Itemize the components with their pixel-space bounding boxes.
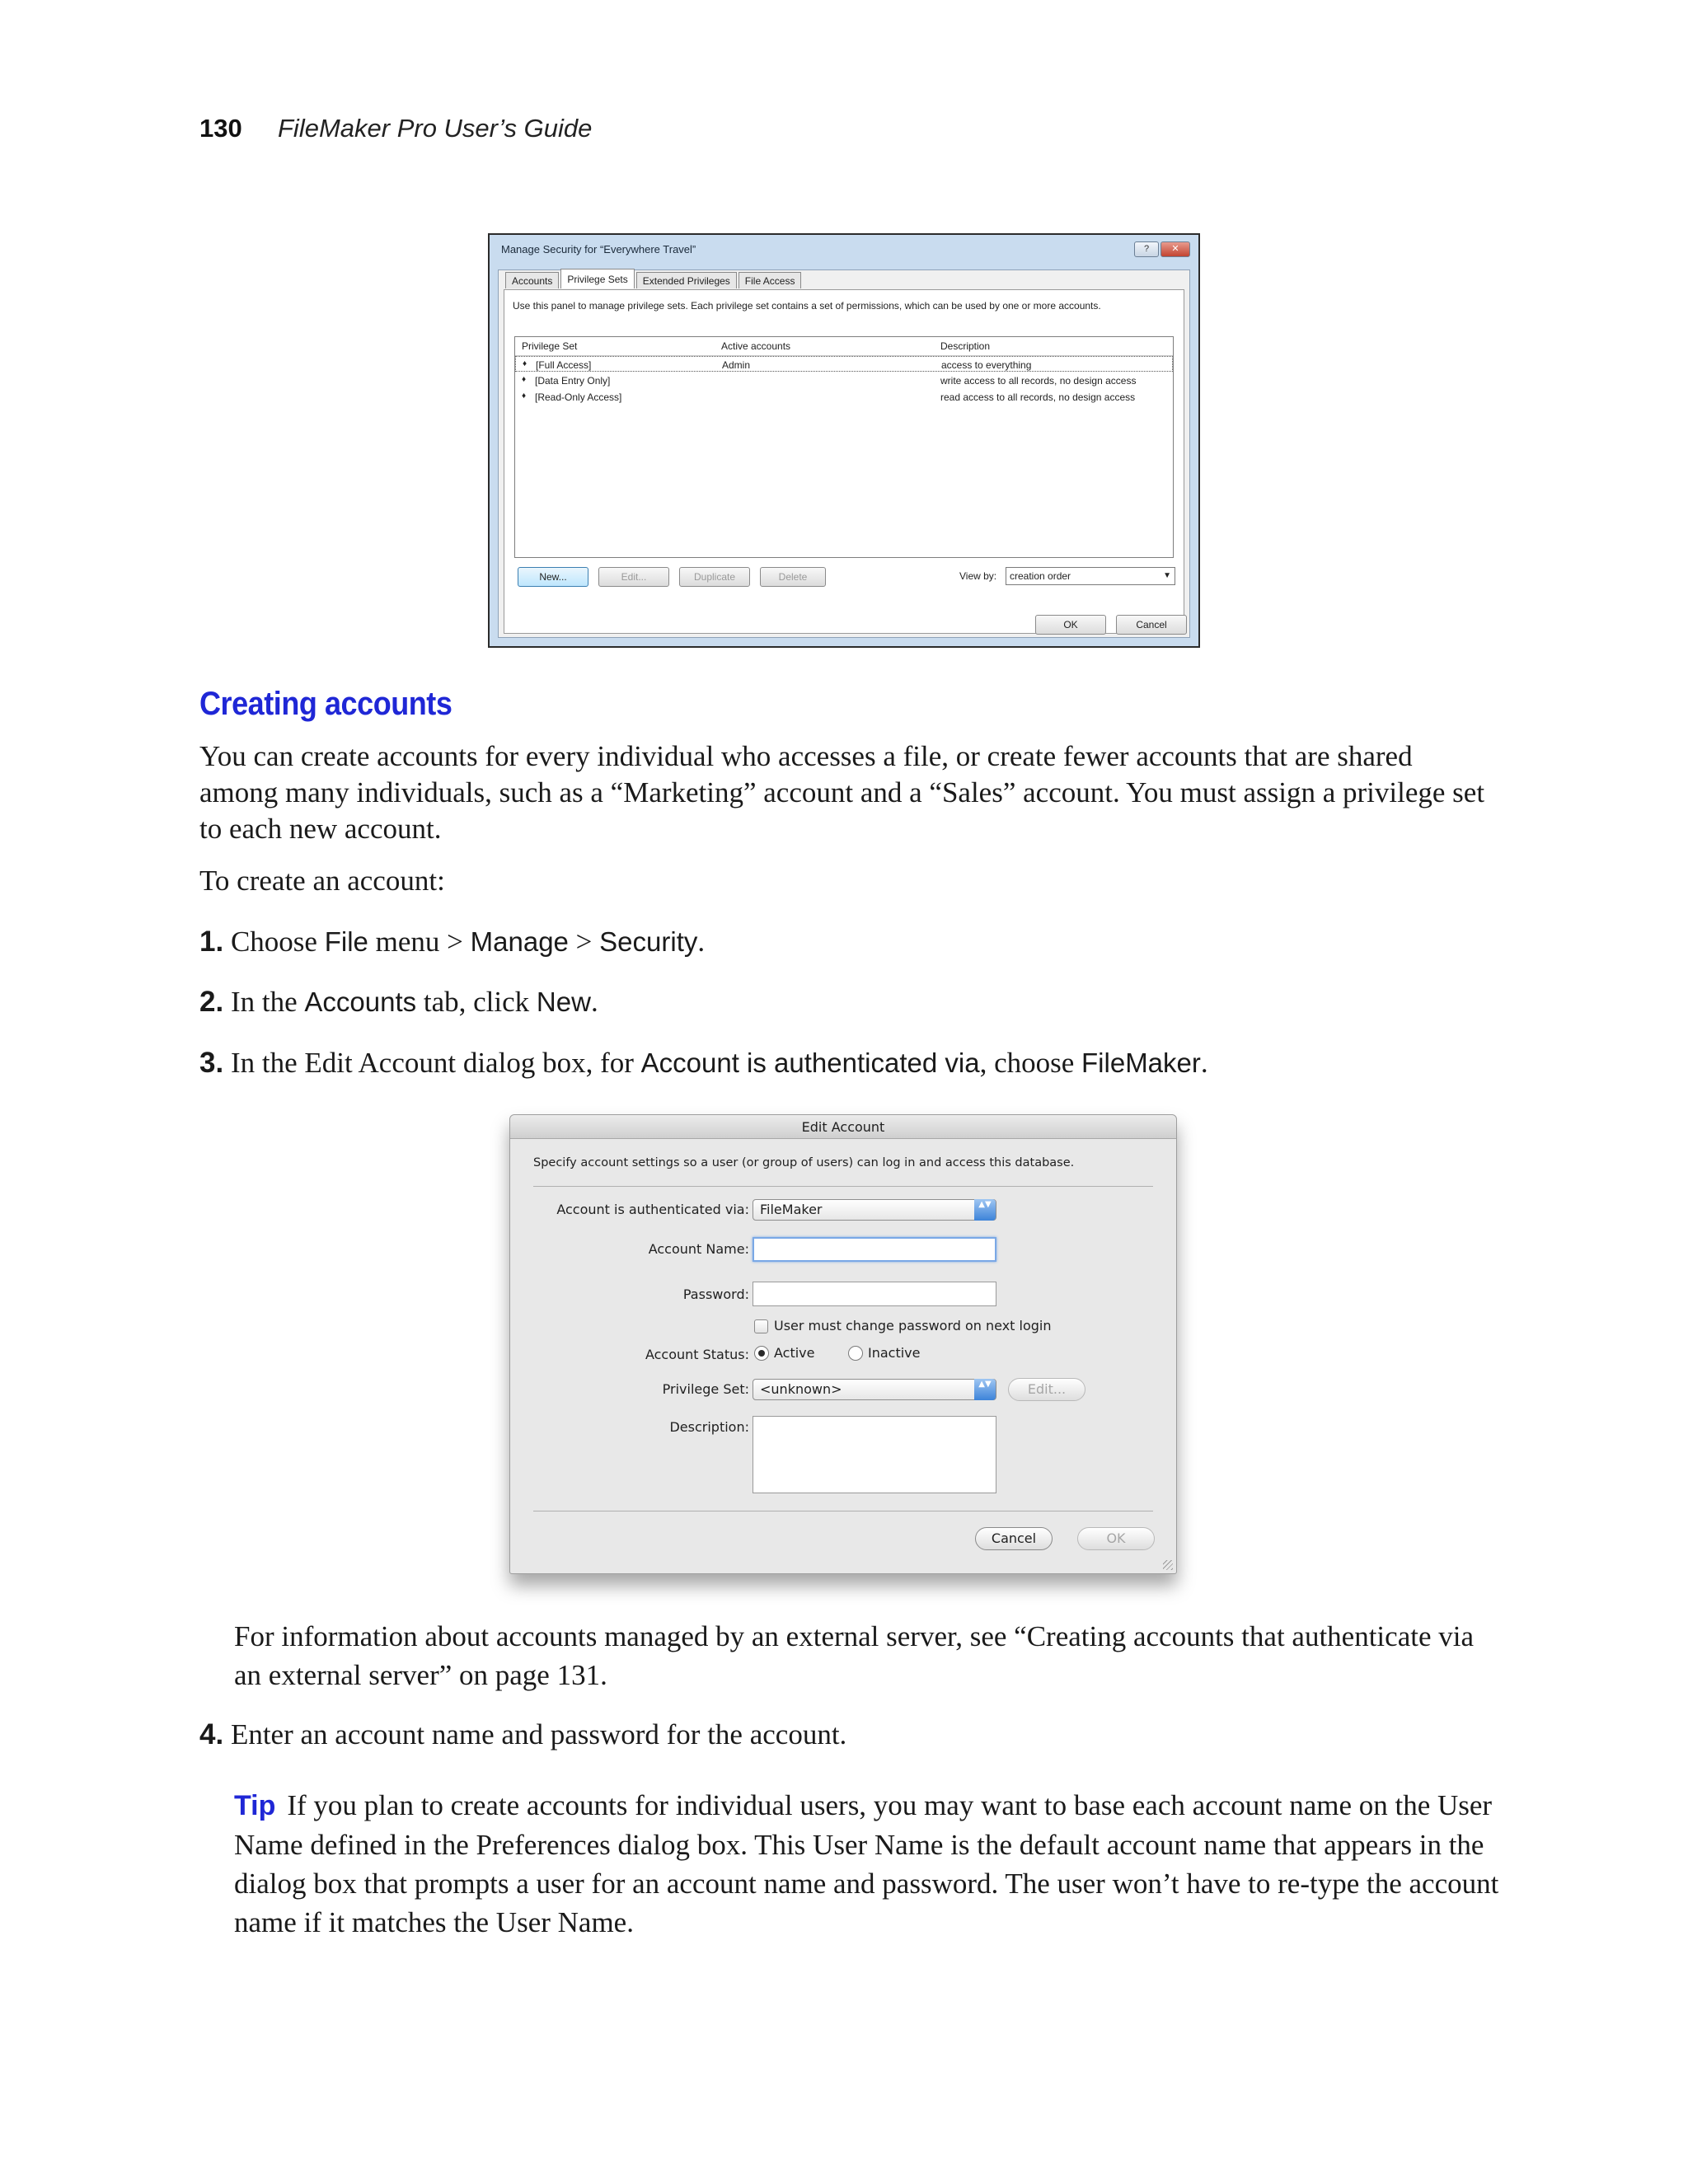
popup-arrows-icon: ▲▼: [974, 1199, 996, 1221]
list-header: [515, 337, 1173, 356]
section-heading: Creating accounts: [199, 686, 452, 722]
privilege-edit-button[interactable]: Edit...: [1008, 1378, 1085, 1401]
step-number: 2.: [199, 986, 224, 1018]
dialog-title: Manage Security for “Everywhere Travel”: [501, 243, 696, 255]
close-button[interactable]: ✕: [1160, 241, 1190, 257]
edit-button[interactable]: Edit...: [598, 567, 669, 587]
menu-manage: Manage: [470, 926, 569, 957]
intro-paragraph: You can create accounts for every individual who accesses a file, or create fewer accounts that are shared among many individuals, such as a “Marketing” account and a “Sales” account. You must assign a privilege set to each new account.: [199, 740, 1485, 845]
table-row[interactable]: [515, 389, 1173, 405]
privilege-set-popup[interactable]: [753, 1379, 996, 1400]
cancel-button[interactable]: Cancel: [975, 1527, 1053, 1550]
ui-new-button: New: [536, 987, 591, 1017]
help-button[interactable]: ?: [1134, 241, 1159, 257]
menu-file: File: [324, 926, 368, 957]
delete-button[interactable]: Delete: [760, 567, 826, 587]
column-header-active-accounts[interactable]: Active accounts: [721, 340, 791, 352]
change-password-label: User must change password on next login: [774, 1318, 1052, 1333]
privilege-set-label: Privilege Set:: [662, 1381, 749, 1397]
step-text: >: [568, 926, 600, 958]
auth-value: FileMaker: [760, 1202, 823, 1217]
tab-file-access[interactable]: File Access: [738, 272, 802, 288]
ui-accounts-tab: Accounts: [304, 987, 417, 1017]
privilege-set-name: [Read-Only Access]: [535, 391, 622, 403]
page-number: 130: [199, 114, 242, 143]
dialog-intro: Specify account settings so a user (or group of users) can log in and access this database.: [533, 1156, 1075, 1169]
step-1: [199, 924, 705, 960]
active-accounts: Admin: [722, 359, 751, 371]
step-number: 4.: [199, 1718, 224, 1750]
inactive-label: Inactive: [868, 1345, 921, 1361]
table-row[interactable]: [515, 356, 1173, 372]
step-text: .: [1200, 1047, 1208, 1079]
tip-label: Tip: [234, 1790, 276, 1821]
view-by-select[interactable]: [1006, 567, 1175, 585]
step-text: Enter an account name and password for the account.: [230, 1718, 847, 1750]
tab-panel: [504, 289, 1184, 634]
password-input[interactable]: [753, 1282, 996, 1306]
step-2: [199, 984, 598, 1020]
account-name-label: Account Name:: [648, 1241, 749, 1257]
tip-paragraph: [234, 1786, 1503, 1942]
bullet-icon: ♦: [522, 375, 527, 384]
tab-accounts[interactable]: Accounts: [505, 272, 559, 288]
step-4: [199, 1717, 846, 1753]
account-status-label: Account Status:: [645, 1347, 749, 1362]
ui-filemaker-option: FileMaker: [1081, 1047, 1201, 1078]
tip-text: If you plan to create accounts for individual users, you may want to base each account name on the User Name defined in the Preferences dialog box. This User Name is the default account name that appears in the dialog box that prompts a user for an account name and password. The user won’t have to re-type the account name if it matches the User Name.: [234, 1789, 1499, 1938]
active-label: Active: [774, 1345, 815, 1361]
popup-arrows-icon: ▲▼: [974, 1379, 996, 1400]
titlebar: [510, 1115, 1176, 1139]
step-text: In the: [230, 986, 305, 1018]
auth-label: Account is authenticated via:: [556, 1202, 749, 1217]
lead-text: To create an account:: [199, 865, 445, 897]
menu-security: Security: [599, 926, 698, 957]
privilege-set-name: [Data Entry Only]: [535, 375, 611, 387]
separator: [533, 1186, 1153, 1187]
bullet-icon: ♦: [523, 359, 528, 368]
tab-privilege-sets[interactable]: Privilege Sets: [560, 269, 634, 288]
edit-account-dialog: [509, 1114, 1177, 1574]
account-name-input[interactable]: [753, 1237, 996, 1262]
step-number: 3.: [199, 1047, 224, 1079]
tab-bar: [505, 272, 803, 288]
step-text: Choose: [230, 926, 325, 958]
privilege-description: write access to all records, no design access: [940, 375, 1137, 387]
password-label: Password:: [682, 1286, 749, 1302]
cancel-button[interactable]: Cancel: [1116, 615, 1187, 635]
duplicate-button[interactable]: Duplicate: [679, 567, 750, 587]
step-text: tab, click: [416, 986, 537, 1018]
step-number: 1.: [199, 926, 224, 958]
ok-button[interactable]: OK: [1077, 1527, 1155, 1550]
privilege-set-value: <unknown>: [760, 1381, 842, 1397]
column-header-privilege-set[interactable]: Privilege Set: [522, 340, 578, 352]
dialog-body: [498, 269, 1190, 638]
manage-security-dialog: [488, 233, 1200, 648]
step-text: .: [697, 926, 706, 958]
privilege-set-list: [514, 336, 1174, 558]
view-by-value: creation order: [1010, 570, 1071, 582]
new-button[interactable]: New...: [518, 567, 588, 587]
ui-auth-option: Account is authenticated via: [640, 1047, 980, 1078]
table-row[interactable]: [515, 373, 1173, 388]
step-text: , choose: [979, 1047, 1082, 1079]
dialog-title: Edit Account: [801, 1119, 885, 1135]
description-textarea[interactable]: [753, 1416, 996, 1493]
description-label: Description:: [669, 1419, 749, 1435]
step-3: [199, 1045, 1208, 1081]
step-text: .: [590, 986, 598, 1018]
resize-grip-icon[interactable]: [1163, 1560, 1173, 1570]
ok-button[interactable]: OK: [1035, 615, 1106, 635]
active-radio[interactable]: [754, 1346, 769, 1361]
panel-description: Use this panel to manage privilege sets. Each privilege set contains a set of permissions, which can be used by one or more accounts.: [513, 300, 1101, 312]
privilege-set-name: [Full Access]: [536, 359, 592, 371]
change-password-checkbox[interactable]: [754, 1319, 768, 1333]
note-paragraph: For information about accounts managed by an external server, see “Creating accounts that authenticate via an external server” on page 131.: [234, 1620, 1474, 1691]
step-text: menu >: [368, 926, 471, 958]
privilege-description: access to everything: [941, 359, 1032, 371]
window-controls: [1134, 241, 1190, 257]
column-header-description[interactable]: Description: [940, 340, 991, 352]
running-header: FileMaker Pro User’s Guide: [278, 114, 593, 143]
auth-popup[interactable]: [753, 1199, 996, 1221]
step-text: In the Edit Account dialog box, for: [230, 1047, 641, 1079]
dropdown-arrow-icon: ▼: [1163, 571, 1171, 580]
view-by-label: View by:: [959, 570, 997, 582]
bullet-icon: ♦: [522, 391, 527, 401]
tab-extended-privileges[interactable]: Extended Privileges: [636, 272, 737, 288]
privilege-description: read access to all records, no design access: [940, 391, 1136, 403]
inactive-radio[interactable]: [848, 1346, 863, 1361]
